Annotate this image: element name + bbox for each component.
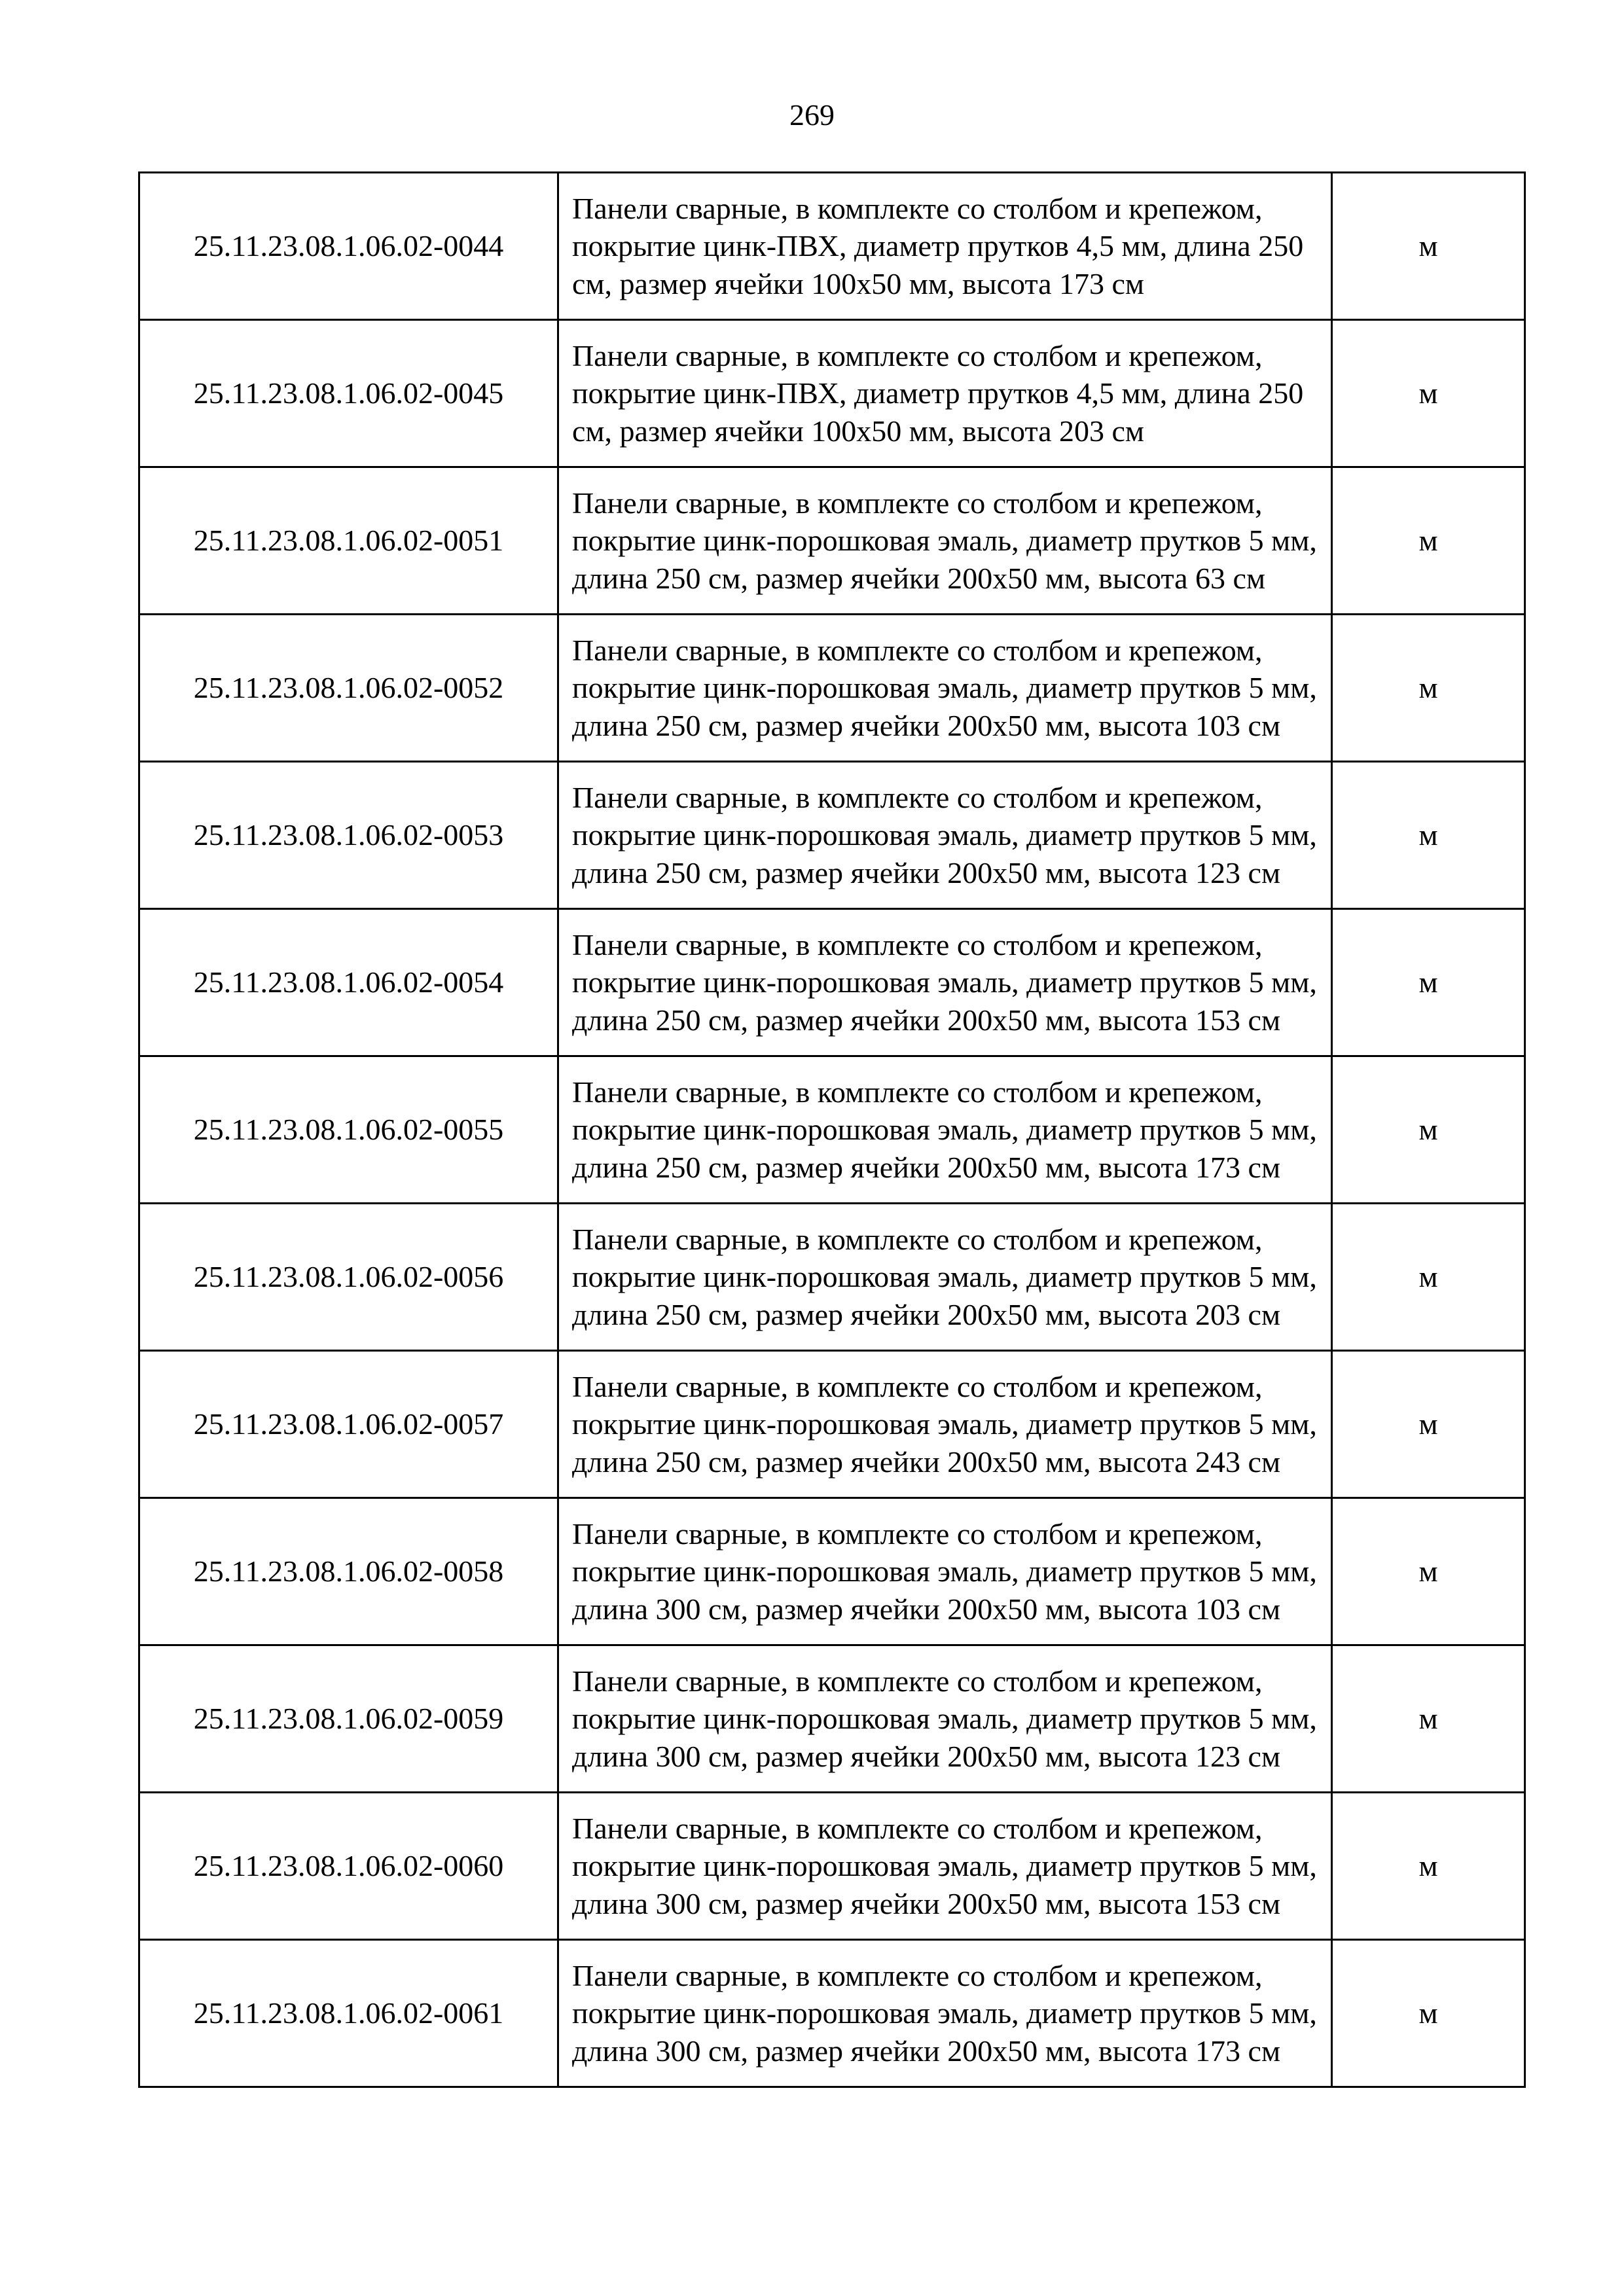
resource-description: Панели сварные, в комплекте со столбом и крепежом, покрытие цинк-ПВХ, диаметр прутков 4,5 мм, длина 250 см, размер ячейки 100х50 мм, высота 173 см (558, 173, 1332, 320)
resource-unit: м (1332, 1940, 1525, 2087)
page-number: 269 (789, 98, 835, 132)
resource-description: Панели сварные, в комплекте со столбом и крепежом, покрытие цинк-порошковая эмаль, диаметр прутков 5 мм, длина 250 см, размер ячейки 200х50 мм, высота 243 см (558, 1351, 1332, 1498)
resource-description: Панели сварные, в комплекте со столбом и крепежом, покрытие цинк-порошковая эмаль, диаметр прутков 5 мм, длина 250 см, размер ячейки 200х50 мм, высота 103 см (558, 615, 1332, 762)
resource-unit: м (1332, 1351, 1525, 1498)
resource-description: Панели сварные, в комплекте со столбом и крепежом, покрытие цинк-порошковая эмаль, диаметр прутков 5 мм, длина 250 см, размер ячейки 200х50 мм, высота 173 см (558, 1056, 1332, 1204)
resource-unit: м (1332, 762, 1525, 909)
resource-unit: м (1332, 1793, 1525, 1940)
resource-unit: м (1332, 615, 1525, 762)
resource-unit: м (1332, 320, 1525, 467)
resource-unit: м (1332, 1056, 1525, 1204)
table-row (139, 1204, 1525, 1351)
table-row (139, 1498, 1525, 1645)
resource-code: 25.11.23.08.1.06.02-0044 (139, 173, 558, 320)
resource-code: 25.11.23.08.1.06.02-0053 (139, 762, 558, 909)
resource-unit: м (1332, 1498, 1525, 1645)
table-row (139, 467, 1525, 615)
resource-code: 25.11.23.08.1.06.02-0061 (139, 1940, 558, 2087)
resource-unit: м (1332, 1204, 1525, 1351)
resource-description: Панели сварные, в комплекте со столбом и крепежом, покрытие цинк-порошковая эмаль, диаметр прутков 5 мм, длина 300 см, размер ячейки 200х50 мм, высота 103 см (558, 1498, 1332, 1645)
table-row (139, 762, 1525, 909)
resource-code: 25.11.23.08.1.06.02-0045 (139, 320, 558, 467)
resource-unit: м (1332, 909, 1525, 1056)
table-row (139, 909, 1525, 1056)
resource-description: Панели сварные, в комплекте со столбом и крепежом, покрытие цинк-порошковая эмаль, диаметр прутков 5 мм, длина 250 см, размер ячейки 200х50 мм, высота 63 см (558, 467, 1332, 615)
resource-code: 25.11.23.08.1.06.02-0052 (139, 615, 558, 762)
table-row (139, 615, 1525, 762)
resource-description: Панели сварные, в комплекте со столбом и крепежом, покрытие цинк-порошковая эмаль, диаметр прутков 5 мм, длина 250 см, размер ячейки 200х50 мм, высота 203 см (558, 1204, 1332, 1351)
resource-code: 25.11.23.08.1.06.02-0059 (139, 1645, 558, 1793)
resource-description: Панели сварные, в комплекте со столбом и крепежом, покрытие цинк-порошковая эмаль, диаметр прутков 5 мм, длина 250 см, размер ячейки 200х50 мм, высота 153 см (558, 909, 1332, 1056)
resource-unit: м (1332, 1645, 1525, 1793)
table-row (139, 1056, 1525, 1204)
resource-description: Панели сварные, в комплекте со столбом и крепежом, покрытие цинк-порошковая эмаль, диаметр прутков 5 мм, длина 300 см, размер ячейки 200х50 мм, высота 153 см (558, 1793, 1332, 1940)
resource-table (138, 171, 1526, 2088)
table-row (139, 1645, 1525, 1793)
resource-unit: м (1332, 467, 1525, 615)
resource-description: Панели сварные, в комплекте со столбом и крепежом, покрытие цинк-порошковая эмаль, диаметр прутков 5 мм, длина 300 см, размер ячейки 200х50 мм, высота 123 см (558, 1645, 1332, 1793)
resource-code: 25.11.23.08.1.06.02-0054 (139, 909, 558, 1056)
resource-description: Панели сварные, в комплекте со столбом и крепежом, покрытие цинк-порошковая эмаль, диаметр прутков 5 мм, длина 250 см, размер ячейки 200х50 мм, высота 123 см (558, 762, 1332, 909)
resource-description: Панели сварные, в комплекте со столбом и крепежом, покрытие цинк-порошковая эмаль, диаметр прутков 5 мм, длина 300 см, размер ячейки 200х50 мм, высота 173 см (558, 1940, 1332, 2087)
resource-code: 25.11.23.08.1.06.02-0058 (139, 1498, 558, 1645)
table-row (139, 1940, 1525, 2087)
table-row (139, 320, 1525, 467)
resource-code: 25.11.23.08.1.06.02-0056 (139, 1204, 558, 1351)
resource-code: 25.11.23.08.1.06.02-0060 (139, 1793, 558, 1940)
table-row (139, 1351, 1525, 1498)
resource-code: 25.11.23.08.1.06.02-0055 (139, 1056, 558, 1204)
resource-description: Панели сварные, в комплекте со столбом и крепежом, покрытие цинк-ПВХ, диаметр прутков 4,5 мм, длина 250 см, размер ячейки 100х50 мм, высота 203 см (558, 320, 1332, 467)
table-row (139, 1793, 1525, 1940)
resource-code: 25.11.23.08.1.06.02-0051 (139, 467, 558, 615)
resource-code: 25.11.23.08.1.06.02-0057 (139, 1351, 558, 1498)
resource-unit: м (1332, 173, 1525, 320)
table-row (139, 173, 1525, 320)
